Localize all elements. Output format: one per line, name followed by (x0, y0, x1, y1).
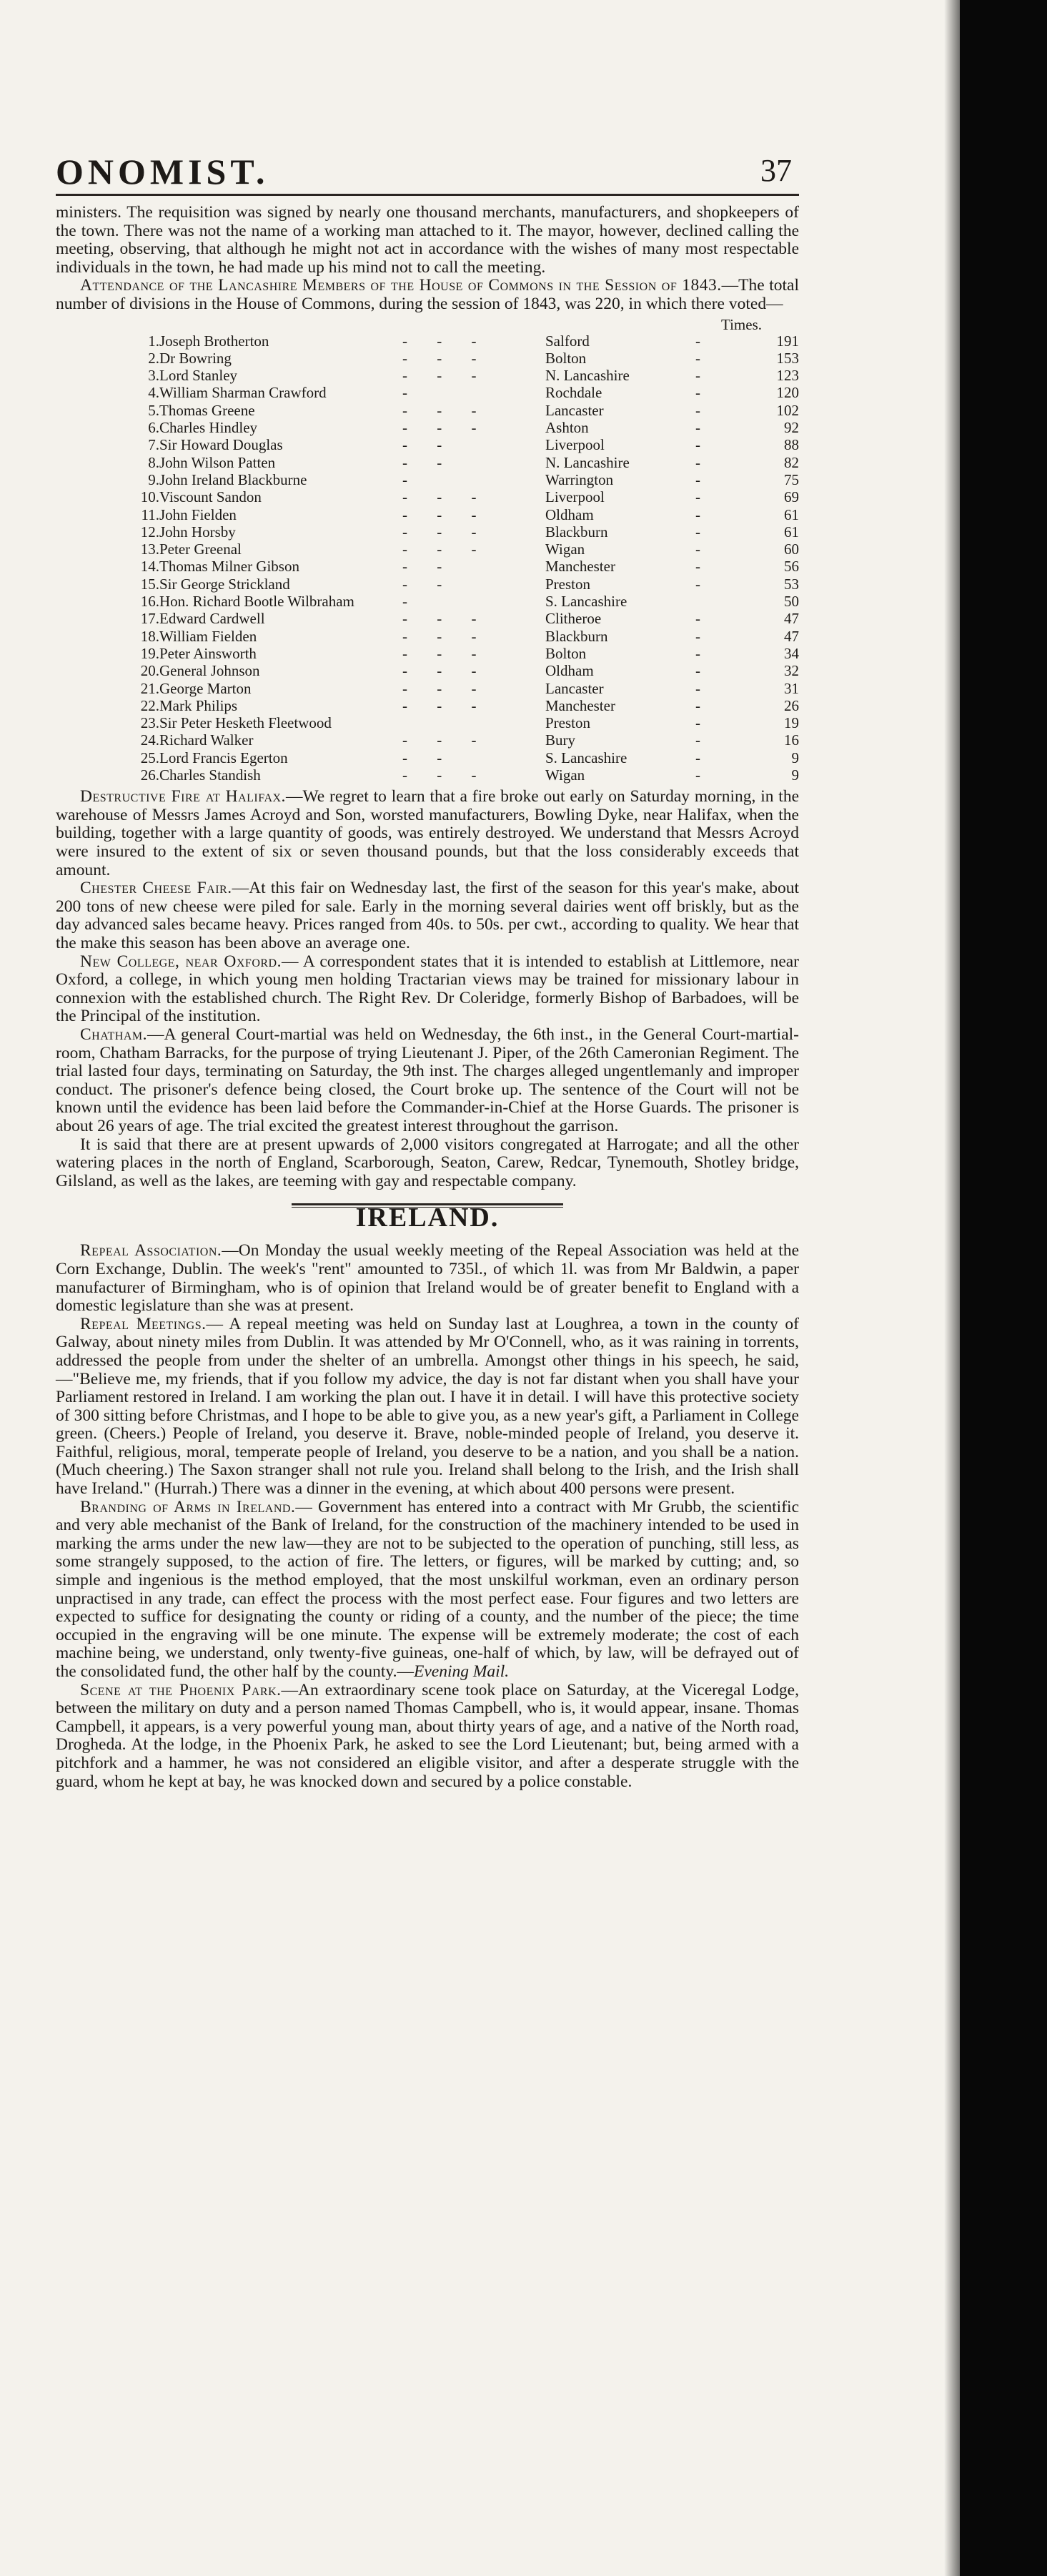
leader-dots: - - - (402, 505, 490, 523)
text-repeal-meetings: — A repeal meeting was held on Sunday last at Loughrea, a town in the county of Galway, about ninety miles from Dublin. It was attended by Mr O'Connell, who, as it was raining in torrents, addressed the people from under the shelter of an umbrella. Amongst other things in his speech, he said,—"Believe me, my friends, that if you follow my advice, the day is not far distant when you shall have your Parliament restored in Ireland. I am working the plan out. I have it in detail. I will have this protective society of 300 sitting before Christmas, and I hope to be able to give you, as a new year's gift, a Parliament in College green. (Cheers.) People of Ireland, you deserve it. Brave, noble-minded people of Ireland, you deserve it. Faithful, religious, moral, temperate people of Ireland, you deserve to be a nation, and you shall be a nation. (Much cheering.) The Saxon stranger shall not rule you. Ireland shall belong to the Irish, and the Irish shall have Ireland." (Hurrah.) There was a dinner in the evening, at which about 400 persons were present. (56, 1314, 800, 1499)
leader-dots: - - - (402, 332, 490, 350)
leader-dots (402, 714, 545, 731)
row-number: 2. (148, 349, 159, 367)
member-name: Charles Hindley (159, 419, 258, 437)
table-row (56, 471, 799, 488)
row-number: 10. (140, 488, 159, 506)
member-name: John Wilson Patten (159, 453, 276, 471)
member-name: Sir Peter Hesketh Fleetwood (159, 714, 332, 732)
text-repeal-association: —On Monday the usual weekly meeting of the Repeal Association was held at the Corn Exchange, Dublin. The week's "rent" amounted to 735l., of which 1l. was from Mr Baldwin, a paper manufacturer of Birmingham, who is of opinion that Ireland would be of greater benefit to England with a domestic legislature than she was at present. (56, 1241, 799, 1316)
table-row (56, 384, 799, 401)
member-name: Thomas Greene (159, 401, 255, 419)
row-number: 21. (140, 679, 159, 697)
text-fire: —We regret to learn that a fire broke out early on Saturday morning, in the warehouse of Messrs James Acroyd and Son, worsted manufacturers, Bowling Dyke, near Halifax, when the building, together with a large quantity of goods, was entirely destroyed. We understand that Messrs Acroyd were insured to the extent of six or seven thousand pounds, but that the loss considerably exceeds that amount. (56, 787, 800, 879)
leader-dots (695, 593, 738, 610)
row-number: 26. (140, 766, 159, 784)
row-number: 23. (140, 714, 159, 732)
leader-dots: - - - (402, 644, 490, 662)
times-voted: 88 (784, 436, 799, 454)
member-name: William Sharman Crawford (159, 384, 327, 402)
constituency: S. Lancashire (545, 593, 627, 611)
leader-dots: - - - (402, 541, 490, 558)
constituency: Lancaster (545, 679, 604, 697)
times-voted: 19 (784, 714, 799, 732)
member-name: Hon. Richard Bootle Wilbraham (159, 593, 354, 611)
constituency: Bury (545, 731, 575, 749)
member-name: Sir George Strickland (159, 575, 290, 593)
table-row (56, 419, 799, 436)
times-voted: 53 (784, 575, 799, 593)
heading-repeal-association: Repeal Association. (80, 1241, 222, 1260)
leader-dots: - - - (402, 679, 490, 697)
member-name: Peter Greenal (159, 541, 242, 558)
constituency: N. Lancashire (545, 453, 630, 471)
table-row (56, 436, 799, 453)
heading-phoenix-park: Scene at the Phoenix Park. (80, 1680, 282, 1699)
text-chatham: —A general Court-martial was held on Wednesday, the 6th inst., in the General Court-martial-room, Chatham Barracks, for the purpose of trying Lieutenant J. Piper, of the 26th Cameronian Regiment. The trial lasted four days, terminating on Saturday, the 9th inst. The charges alleged ungentlemanly and improper conduct. The prisoner's defence being closed, the Court broke up. The sentence of the Court will not be known until the evidence has been laid before the Commander-in-Chief at the Horse Guards. The prisoner is about 26 years of age. The trial excited the greatest interest throughout the garrison. (56, 1025, 799, 1135)
table-row (56, 523, 799, 541)
text-phoenix-park: —An extraordinary scene took place on Saturday, at the Viceregal Lodge, between the military on duty and a person named Thomas Campbell, who is, it would appear, insane. Thomas Campbell, it appears, is a very powerful young man, about thirty years of age, and a native of the North road, Drogheda. At the lodge, in the Phoenix Park, he asked to see the Lord Lieutenant; but, being armed with a pitchfork and a hammer, he was not considered an eligible visitor, and after a desperate struggle with the guard, whom he kept at bay, he was knocked down and secured by a police constable. (56, 1680, 799, 1791)
paragraph-cheese (56, 879, 799, 952)
member-name: John Horsby (159, 523, 236, 541)
member-name: Edward Cardwell (159, 610, 265, 628)
leader-dots: - (695, 523, 700, 541)
times-voted: 60 (784, 541, 799, 558)
paragraph-college (56, 953, 799, 1026)
constituency: N. Lancashire (545, 367, 630, 385)
member-name: Richard Walker (159, 731, 254, 749)
leader-dots: - - - (402, 731, 490, 749)
paragraph-chatham (56, 1026, 799, 1136)
constituency: S. Lancashire (545, 749, 627, 766)
leader-dots: - (695, 696, 700, 714)
constituency: Clitheroe (545, 610, 602, 628)
row-number: 4. (148, 384, 159, 402)
table-row (56, 662, 799, 679)
heading-cheese: Chester Cheese Fair. (80, 879, 232, 898)
constituency: Preston (545, 714, 590, 732)
text-branding: — Government has entered into a contract with Mr Grubb, the scientific and very able mechanist of the Bank of Ireland, for the construction of the machinery intended to be used in marking the arms under the new law—they are not to be subjected to the operation of punching, still less, as some strangely supposed, to the action of fire. The letters, or figures, will be marked by cutting; and, so simple and ingenious is the method employed, that the most unskilful workman, even an ordinary person unpractised in any trade, can effect the process with the most perfect ease. Four figures and two letters are expected to suffice for designating the county or riding of a county, and the number of the piece; the time occupied in the engraving will be one minute. The expense will be extremely moderate; the cost of each machine being, we understand, only twenty-five guineas, one-half of which, by law, will be defrayed out of the consolidated fund, the other half by the county.— (56, 1497, 799, 1681)
heading-college: New College, near Oxford. (80, 952, 282, 971)
times-voted: 34 (784, 644, 799, 662)
member-name: Mark Philips (159, 696, 238, 714)
table-row (56, 697, 799, 714)
row-number: 22. (140, 696, 159, 714)
constituency: Manchester (545, 696, 615, 714)
constituency: Rochdale (545, 384, 602, 402)
leader-dots: - - - (402, 696, 490, 714)
page-header (56, 147, 799, 196)
paragraph-requisition: ministers. The requisition was signed by nearly one thousand merchants, manufacturers, and shopkeepers of the town. There was not the name of a working man attached to it. The mayor, however, declined calling the meeting, observing, that although he might not act in accordance with the wishes of many most respectable individuals in the town, he had made up his mind not to call the meeting. (56, 203, 799, 277)
member-name: Thomas Milner Gibson (159, 558, 299, 576)
constituency: Blackburn (545, 627, 608, 645)
member-name: General Johnson (159, 662, 260, 680)
member-name: Viscount Sandon (159, 488, 262, 506)
text-attendance: —The total number of divisions in the House of Commons, during the session of 1843, was 220, in which there voted— (56, 276, 799, 313)
times-voted: 120 (776, 384, 799, 402)
leader-dots: - (402, 593, 420, 611)
member-name: Lord Francis Egerton (159, 749, 288, 766)
divider-rule-thin (292, 1207, 563, 1208)
row-number: 25. (140, 749, 159, 766)
row-number: 12. (140, 523, 159, 541)
section-divider (56, 1203, 799, 1232)
times-voted: 123 (776, 367, 799, 385)
times-voted: 9 (791, 766, 799, 784)
heading-fire: Destructive Fire at Halifax. (80, 787, 286, 806)
text-college: — A correspondent states that it is intended to establish at Littlemore, near Oxford, a college, in which young men holding Tractarian views may be trained for missionary labour in connexion with the established church. The Right Rev. Dr Coleridge, formerly Bishop of Barbadoes, will be the Principal of the institution. (56, 952, 800, 1026)
leader-dots: - (402, 470, 420, 488)
votes-times-header: Times. (720, 315, 762, 333)
leader-dots: - (695, 436, 700, 454)
heading-chatham: Chatham. (80, 1025, 147, 1044)
paragraph-harrogate: It is said that there are at present upwards of 2,000 visitors congregated at Harrogate; and all the other watering places in the north of England, Scarborough, Seaton, Carew, Redcar, Tynemouth, Shotley bridge, Gilsland, as well as the lakes, are teeming with gay and respectable company. (56, 1135, 799, 1190)
paragraph-phoenix-park (56, 1682, 799, 1792)
table-row (56, 350, 799, 367)
times-voted: 69 (784, 488, 799, 506)
times-voted: 153 (776, 349, 799, 367)
times-voted: 16 (784, 731, 799, 749)
leader-dots: - (695, 766, 700, 784)
table-row (56, 332, 799, 350)
leader-dots: - - (402, 575, 455, 593)
leader-dots: - (695, 367, 700, 385)
section-title-ireland: IRELAND. (355, 1203, 500, 1233)
table-row (56, 766, 799, 784)
leader-dots: - - (402, 558, 455, 576)
page-number: 37 (760, 153, 792, 188)
heading-repeal-meetings: Repeal Meetings. (80, 1314, 207, 1333)
times-voted: 32 (784, 662, 799, 680)
table-row (56, 645, 799, 662)
leader-dots: - (402, 384, 420, 402)
text-cheese: —At this fair on Wednesday last, the first of the season for this year's make, about 200 tons of new cheese were piled for sale. Early in the morning several dairies went off briskly, but as the day advanced sales became heavy. Prices ranged from 40s. to 50s. per cwt., according to quality. We hear that the make this season has been above an average one. (56, 879, 799, 953)
constituency: Bolton (545, 644, 587, 662)
times-voted: 82 (784, 453, 799, 471)
row-number: 24. (140, 731, 159, 749)
leader-dots: - (695, 505, 700, 523)
table-row (56, 558, 799, 575)
row-number: 3. (148, 367, 159, 385)
table-row (56, 402, 799, 419)
row-number: 8. (148, 453, 159, 471)
leader-dots: - - - (402, 627, 490, 645)
scan-dark-margin (960, 0, 1047, 2576)
row-number: 1. (148, 332, 159, 350)
constituency: Salford (545, 332, 590, 350)
table-row (56, 367, 799, 384)
times-voted: 31 (784, 679, 799, 697)
table-row (56, 593, 799, 610)
paragraph-repeal-meetings (56, 1316, 799, 1499)
leader-dots: - (695, 349, 700, 367)
table-row (56, 506, 799, 523)
constituency: Liverpool (545, 488, 605, 506)
member-name: Sir Howard Douglas (159, 436, 283, 454)
leader-dots: - - - (402, 488, 490, 506)
times-voted: 61 (784, 505, 799, 523)
member-name: Joseph Brotherton (159, 332, 269, 350)
constituency: Oldham (545, 505, 594, 523)
times-voted: 56 (784, 558, 799, 576)
leader-dots: - (695, 401, 700, 419)
paragraph-attendance (56, 277, 799, 313)
member-name: William Fielden (159, 627, 257, 645)
source-evening-mail: Evening Mail. (413, 1662, 510, 1681)
leader-dots: - (695, 575, 700, 593)
row-number: 16. (140, 593, 159, 611)
leader-dots: - (695, 731, 700, 749)
constituency: Oldham (545, 662, 594, 680)
row-number: 14. (140, 558, 159, 576)
member-name: Peter Ainsworth (159, 644, 257, 662)
leader-dots: - - - (402, 401, 490, 419)
heading-branding: Branding of Arms in Ireland. (80, 1497, 296, 1516)
paragraph-repeal-association (56, 1242, 799, 1315)
leader-dots: - - (402, 436, 455, 454)
leader-dots: - - - (402, 523, 490, 541)
table-row (56, 714, 799, 731)
member-name: John Ireland Blackburne (159, 470, 307, 488)
leader-dots: - (695, 384, 700, 402)
constituency: Preston (545, 575, 590, 593)
member-name: Dr Bowring (159, 349, 232, 367)
paragraph-branding (56, 1499, 799, 1682)
table-row (56, 454, 799, 471)
leader-dots: - (695, 332, 700, 350)
leader-dots: - (695, 470, 700, 488)
times-voted: 9 (791, 749, 799, 766)
leader-dots: - (695, 644, 700, 662)
times-voted: 47 (784, 610, 799, 628)
leader-dots: - (695, 679, 700, 697)
leader-dots: - - - (402, 349, 490, 367)
row-number: 17. (140, 610, 159, 628)
table-row (56, 680, 799, 697)
constituency: Liverpool (545, 436, 605, 454)
row-number: 13. (140, 541, 159, 558)
row-number: 18. (140, 627, 159, 645)
leader-dots: - - - (402, 367, 490, 385)
times-voted: 191 (776, 332, 799, 350)
leader-dots: - (695, 662, 700, 680)
article-column (56, 204, 799, 1791)
row-number: 20. (140, 662, 159, 680)
constituency: Ashton (545, 419, 589, 437)
member-name: John Fielden (159, 505, 237, 523)
table-row (56, 731, 799, 749)
row-number: 19. (140, 644, 159, 662)
row-number: 6. (148, 419, 159, 437)
leader-dots: - - - (402, 766, 490, 784)
leader-dots: - (695, 453, 700, 471)
leader-dots: - (695, 627, 700, 645)
constituency: Warrington (545, 470, 614, 488)
leader-dots: - (695, 558, 700, 576)
leader-dots: - (695, 541, 700, 558)
row-number: 9. (148, 470, 159, 488)
row-number: 7. (148, 436, 159, 454)
paragraph-fire (56, 788, 799, 879)
constituency: Manchester (545, 558, 615, 576)
margin-shadow (944, 0, 960, 2576)
leader-dots: - - - (402, 610, 490, 628)
table-row (56, 749, 799, 766)
leader-dots: - (695, 488, 700, 506)
constituency: Blackburn (545, 523, 608, 541)
row-number: 15. (140, 575, 159, 593)
table-row (56, 576, 799, 593)
times-voted: 50 (784, 593, 799, 611)
times-voted: 92 (784, 419, 799, 437)
table-row (56, 541, 799, 558)
table-row (56, 610, 799, 627)
divider-rule-thick (292, 1203, 563, 1205)
leader-dots: - - - (402, 419, 490, 437)
constituency: Bolton (545, 349, 587, 367)
leader-dots: - (695, 714, 700, 732)
leader-dots: - - (402, 453, 455, 471)
row-number: 11. (141, 505, 159, 523)
times-voted: 26 (784, 696, 799, 714)
table-row (56, 628, 799, 645)
leader-dots: - (695, 419, 700, 437)
leader-dots: - (695, 610, 700, 628)
member-name: Lord Stanley (159, 367, 238, 385)
member-name: Charles Standish (159, 766, 261, 784)
votes-table (56, 332, 799, 784)
leader-dots: - - - (402, 662, 490, 680)
member-name: George Marton (159, 679, 252, 697)
table-row (56, 488, 799, 505)
times-voted: 102 (776, 401, 799, 419)
heading-attendance: Attendance of the Lancashire Members of the House of Commons in the Session of 1843. (80, 276, 722, 295)
times-voted: 61 (784, 523, 799, 541)
times-voted: 75 (784, 470, 799, 488)
leader-dots: - (695, 749, 700, 766)
masthead: ONOMIST. (56, 152, 269, 192)
leader-dots: - - (402, 749, 455, 766)
constituency: Wigan (545, 541, 585, 558)
constituency: Lancaster (545, 401, 604, 419)
constituency: Wigan (545, 766, 585, 784)
times-voted: 47 (784, 627, 799, 645)
row-number: 5. (148, 401, 159, 419)
